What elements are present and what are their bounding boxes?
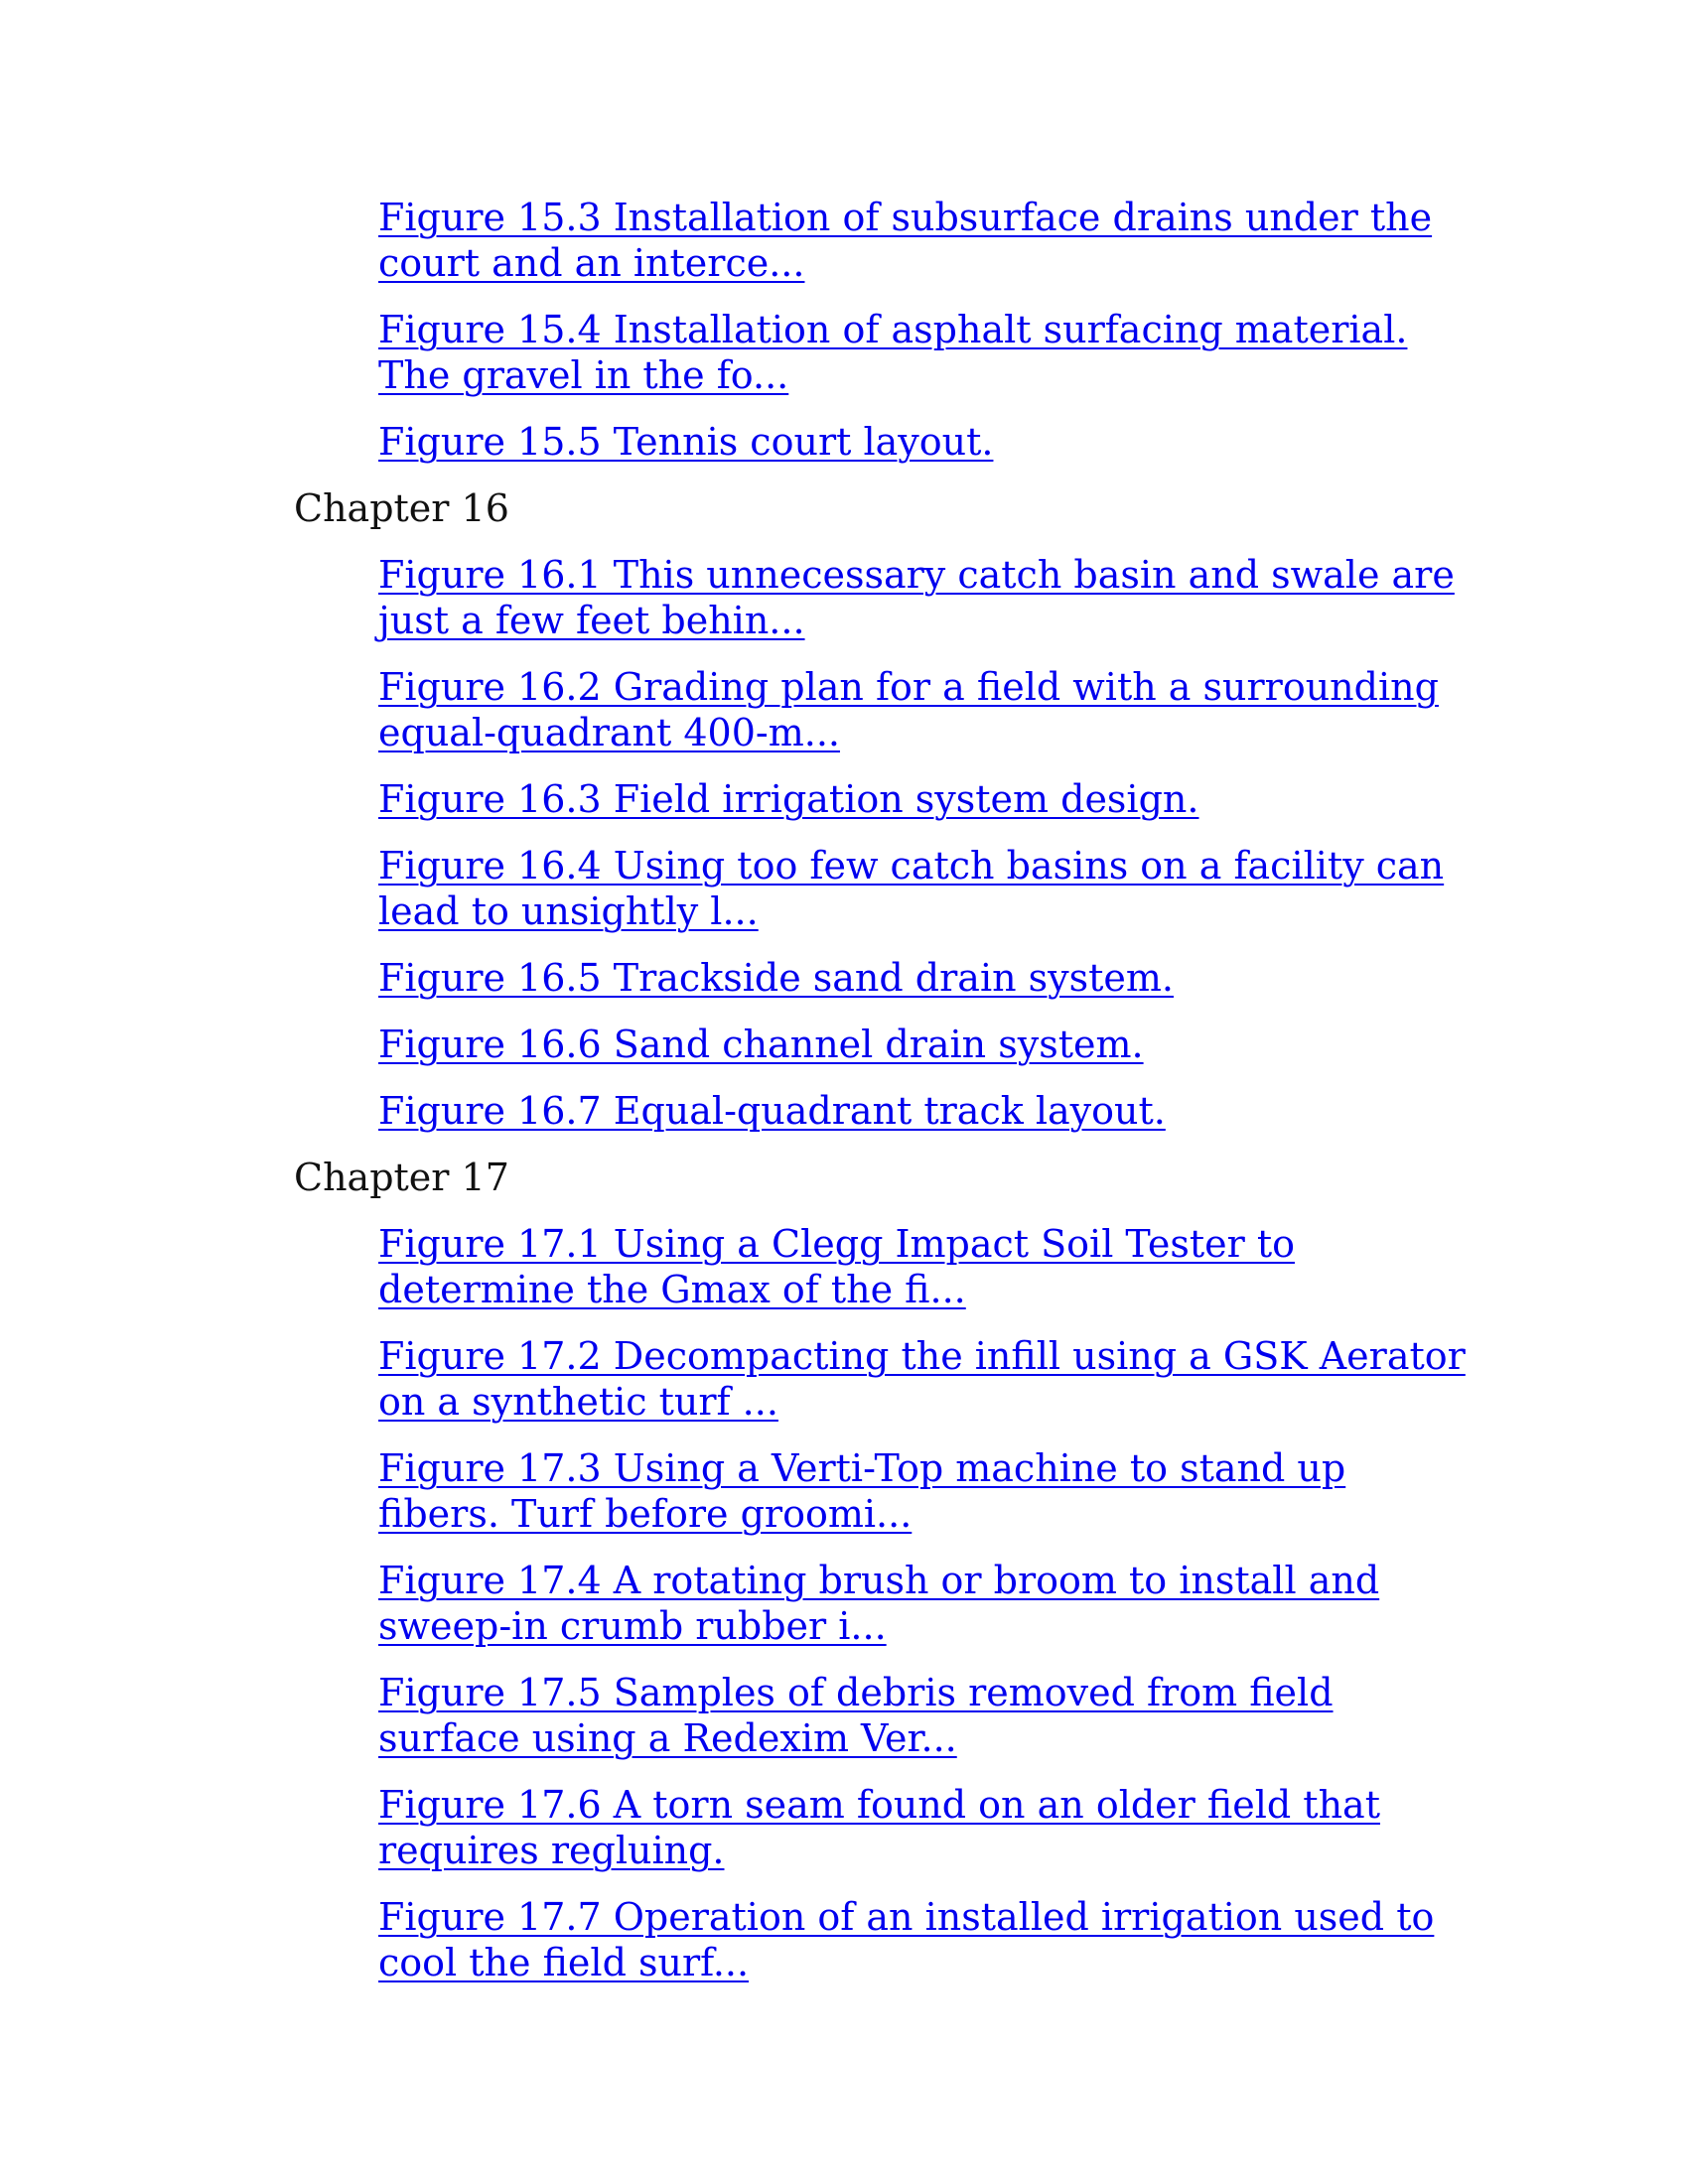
figure-link-15-3[interactable]: Figure 15.3 Installation of subsurface drains under the court and an interce... — [378, 196, 1433, 285]
figure-link-17-1[interactable]: Figure 17.1 Using a Clegg Impact Soil Tester to determine the Gmax of the fi... — [378, 1222, 1295, 1311]
figure-link-15-4[interactable]: Figure 15.4 Installation of asphalt surfacing material. The gravel in the fo... — [378, 308, 1408, 397]
figure-link-15-5[interactable]: Figure 15.5 Tennis court layout. — [378, 420, 994, 464]
figure-link-16-1[interactable]: Figure 16.1 This unnecessary catch basin and swale are just a few feet behin... — [378, 553, 1455, 642]
figure-link-17-5[interactable]: Figure 17.5 Samples of debris removed from field surface using a Redexim Ver... — [378, 1671, 1334, 1760]
figure-link-16-6[interactable]: Figure 16.6 Sand channel drain system. — [378, 1023, 1144, 1066]
chapter-heading: Chapter 16 — [294, 486, 509, 530]
figure-link-17-6[interactable]: Figure 17.6 A torn seam found on an older field that requires regluing. — [378, 1783, 1380, 1872]
figure-link-17-2[interactable]: Figure 17.2 Decompacting the infill using a GSK Aerator on a synthetic turf ... — [378, 1334, 1466, 1424]
section-chapter-16 — [294, 485, 1485, 1134]
figure-link-16-4[interactable]: Figure 16.4 Using too few catch basins on a facility can lead to unsightly l... — [378, 844, 1445, 933]
figure-link-16-5[interactable]: Figure 16.5 Trackside sand drain system. — [378, 956, 1174, 1000]
chapter-heading: Chapter 17 — [294, 1156, 509, 1199]
figure-link-16-7[interactable]: Figure 16.7 Equal-quadrant track layout. — [378, 1089, 1166, 1133]
figure-link-16-2[interactable]: Figure 16.2 Grading plan for a field with a surrounding equal-quadrant 400-m... — [378, 665, 1439, 754]
figure-link-16-3[interactable]: Figure 16.3 Field irrigation system design. — [378, 777, 1199, 821]
list-of-figures — [294, 195, 1485, 2006]
figure-link-17-4[interactable]: Figure 17.4 A rotating brush or broom to install and sweep-in crumb rubber i... — [378, 1559, 1380, 1648]
section-chapter-17 — [294, 1155, 1485, 1985]
figure-link-17-3[interactable]: Figure 17.3 Using a Verti-Top machine to stand up fibers. Turf before groomi... — [378, 1446, 1346, 1536]
figure-link-17-7[interactable]: Figure 17.7 Operation of an installed irrigation used to cool the field surf... — [378, 1895, 1435, 1984]
section-chapter-15-continued — [294, 195, 1485, 465]
